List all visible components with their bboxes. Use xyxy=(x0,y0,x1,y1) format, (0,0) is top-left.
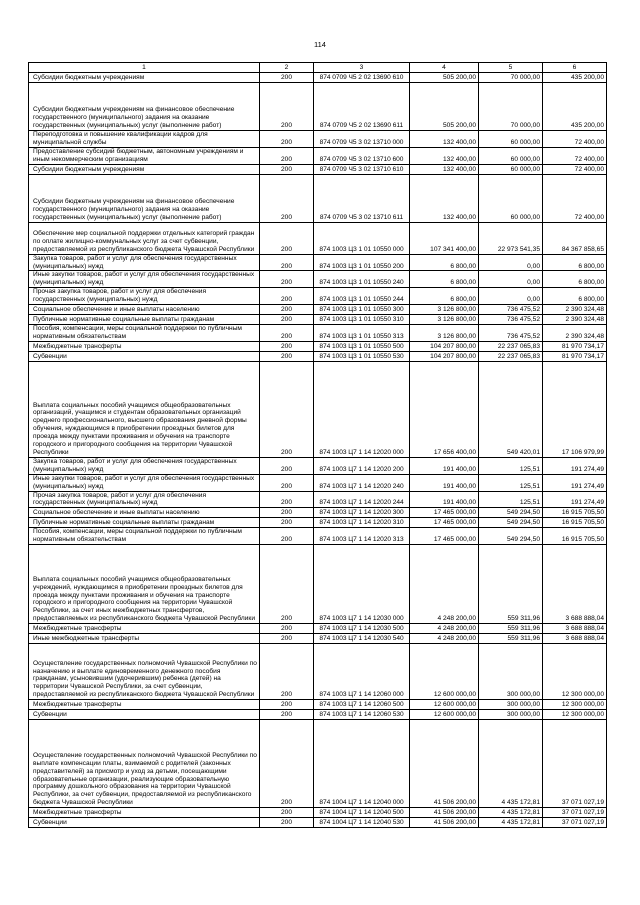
table-row xyxy=(29,700,607,710)
table-row xyxy=(29,271,607,288)
row-amount-remaining: 2 390 324,48 xyxy=(543,315,607,325)
row-classifier: 874 1003 Ц7 1 14 12060 000 xyxy=(314,644,410,700)
row-amount-remaining: 191 274,49 xyxy=(543,457,607,474)
table-row xyxy=(29,254,607,271)
row-amount-remaining: 3 688 888,04 xyxy=(543,634,607,644)
row-amount-executed: 60 000,00 xyxy=(479,147,543,164)
row-amount-plan: 4 248 200,00 xyxy=(410,545,479,624)
row-name: Публичные нормативные социальные выплаты гражданам xyxy=(29,315,260,325)
row-classifier: 874 1003 Ц7 1 14 12030 000 xyxy=(314,545,410,624)
row-classifier: 874 1003 Ц7 1 14 12020 240 xyxy=(314,474,410,491)
row-classifier: 874 1003 Ц7 1 14 12020 313 xyxy=(314,528,410,545)
row-amount-executed: 736 475,52 xyxy=(479,315,543,325)
row-amount-remaining: 2 390 324,48 xyxy=(543,305,607,315)
row-amount-plan: 107 341 400,00 xyxy=(410,222,479,254)
row-amount-remaining: 435 200,00 xyxy=(543,73,607,83)
row-amount-executed: 70 000,00 xyxy=(479,73,543,83)
row-amount-plan: 191 400,00 xyxy=(410,457,479,474)
row-amount-executed: 125,51 xyxy=(479,457,543,474)
row-amount-plan: 132 400,00 xyxy=(410,174,479,222)
row-amount-plan: 12 600 000,00 xyxy=(410,700,479,710)
row-amount-remaining: 435 200,00 xyxy=(543,83,607,131)
row-amount-remaining: 12 300 000,00 xyxy=(543,644,607,700)
row-classifier: 874 1003 Ц3 1 01 10550 313 xyxy=(314,325,410,342)
row-name: Закупка товаров, работ и услуг для обеспечения государственных (муниципальных) нужд xyxy=(29,457,260,474)
row-amount-remaining: 72 400,00 xyxy=(543,147,607,164)
table-row xyxy=(29,624,607,634)
row-amount-executed: 0,00 xyxy=(479,271,543,288)
row-amount-remaining: 191 274,49 xyxy=(543,474,607,491)
table-row xyxy=(29,147,607,164)
row-amount-plan: 3 126 800,00 xyxy=(410,305,479,315)
row-amount-executed: 4 435 172,81 xyxy=(479,808,543,818)
table-row xyxy=(29,73,607,83)
row-code: 200 xyxy=(260,361,314,457)
table-row xyxy=(29,341,607,351)
row-amount-plan: 41 506 200,00 xyxy=(410,720,479,808)
row-amount-remaining: 16 915 705,50 xyxy=(543,518,607,528)
row-classifier: 874 1003 Ц7 1 14 12030 540 xyxy=(314,634,410,644)
row-classifier: 874 1003 Ц7 1 14 12020 200 xyxy=(314,457,410,474)
table-row xyxy=(29,361,607,457)
row-amount-remaining: 37 071 027,19 xyxy=(543,808,607,818)
row-amount-plan: 4 248 200,00 xyxy=(410,624,479,634)
row-amount-remaining: 72 400,00 xyxy=(543,131,607,148)
row-code: 200 xyxy=(260,222,314,254)
table-row xyxy=(29,491,607,508)
column-header: 2 xyxy=(260,63,314,73)
row-amount-remaining: 6 800,00 xyxy=(543,271,607,288)
row-amount-plan: 41 506 200,00 xyxy=(410,808,479,818)
table-row xyxy=(29,174,607,222)
row-amount-plan: 104 207 800,00 xyxy=(410,341,479,351)
table-header-row xyxy=(29,63,607,73)
row-amount-remaining: 81 970 734,17 xyxy=(543,341,607,351)
row-classifier: 874 0709 Ч5 2 02 13690 610 xyxy=(314,73,410,83)
row-classifier: 874 1004 Ц7 1 14 12040 000 xyxy=(314,720,410,808)
column-header: 1 xyxy=(29,63,260,73)
row-classifier: 874 1003 Ц3 1 01 10550 200 xyxy=(314,254,410,271)
row-name: Субсидии бюджетным учреждениям на финансовое обеспечение государственного (муниципального) задания на оказание государственных (муниципальных) услуг (выполнение работ) xyxy=(29,83,260,131)
row-amount-executed: 559 311,96 xyxy=(479,624,543,634)
row-amount-remaining: 37 071 027,19 xyxy=(543,720,607,808)
row-classifier: 874 1003 Ц7 1 14 12060 530 xyxy=(314,710,410,720)
row-classifier: 874 1003 Ц7 1 14 12030 500 xyxy=(314,624,410,634)
row-classifier: 874 0709 Ч5 3 02 13710 000 xyxy=(314,131,410,148)
row-code: 200 xyxy=(260,457,314,474)
row-classifier: 874 1003 Ц3 1 01 10550 000 xyxy=(314,222,410,254)
column-header: 5 xyxy=(479,63,543,73)
row-name: Субвенции xyxy=(29,818,260,828)
table-row xyxy=(29,315,607,325)
table-row xyxy=(29,644,607,700)
row-classifier: 874 1003 Ц3 1 01 10550 244 xyxy=(314,288,410,305)
row-code: 200 xyxy=(260,305,314,315)
table-row xyxy=(29,720,607,808)
row-classifier: 874 1003 Ц3 1 01 10550 530 xyxy=(314,351,410,361)
row-amount-executed: 0,00 xyxy=(479,288,543,305)
row-amount-plan: 4 248 200,00 xyxy=(410,634,479,644)
row-name: Переподготовка и повышение квалификации кадров для муниципальной службы xyxy=(29,131,260,148)
row-classifier: 874 1003 Ц3 1 01 10550 300 xyxy=(314,305,410,315)
row-amount-executed: 125,51 xyxy=(479,491,543,508)
row-name: Осуществление государственных полномочий Чувашской Республики по выплате компенсации платы, взимаемой с родителей (законных представителей) за присмотр и уход за детьми, посещающими образовательные организации, реализующие образовательную программу дошкольного образования на территории Чувашской Республики, за счет субвенции, предоставляемой из республиканского бюджета Чувашской Республики xyxy=(29,720,260,808)
row-amount-executed: 60 000,00 xyxy=(479,174,543,222)
row-name: Субсидии бюджетным учреждениям xyxy=(29,73,260,83)
row-name: Субсидии бюджетным учреждениям на финансовое обеспечение государственного (муниципального) задания на оказание государственных (муниципальных) услуг (выполнение работ) xyxy=(29,174,260,222)
row-code: 200 xyxy=(260,818,314,828)
row-code: 200 xyxy=(260,518,314,528)
row-classifier: 874 1004 Ц7 1 14 12040 530 xyxy=(314,818,410,828)
budget-table xyxy=(28,62,607,828)
row-name: Иные закупки товаров, работ и услуг для обеспечения государственных (муниципальных) нужд xyxy=(29,271,260,288)
row-amount-plan: 505 200,00 xyxy=(410,73,479,83)
row-amount-plan: 17 656 400,00 xyxy=(410,361,479,457)
table-row xyxy=(29,457,607,474)
row-amount-executed: 125,51 xyxy=(479,474,543,491)
row-amount-executed: 559 311,96 xyxy=(479,634,543,644)
row-name: Субвенции xyxy=(29,710,260,720)
row-amount-plan: 17 465 000,00 xyxy=(410,508,479,518)
row-name: Выплата социальных пособий учащимся общеобразовательных организаций, учащимся и студентам образовательных организаций среднего профессионального, высшего образования дневной формы обучения, нуждающимся в приобретении проездных билетов для проезда между пунктами проживания и обучения на транспорте городского и пригородного сообщения на территории Чувашской Республики xyxy=(29,361,260,457)
row-classifier: 874 0709 Ч5 3 02 13710 600 xyxy=(314,147,410,164)
row-code: 200 xyxy=(260,147,314,164)
row-amount-remaining: 3 688 888,04 xyxy=(543,545,607,624)
column-header: 4 xyxy=(410,63,479,73)
row-code: 200 xyxy=(260,624,314,634)
row-code: 200 xyxy=(260,710,314,720)
row-amount-executed: 0,00 xyxy=(479,254,543,271)
row-code: 200 xyxy=(260,131,314,148)
row-amount-executed: 300 000,00 xyxy=(479,644,543,700)
row-classifier: 874 0709 Ч5 3 02 13710 610 xyxy=(314,164,410,174)
row-classifier: 874 1003 Ц7 1 14 12060 500 xyxy=(314,700,410,710)
row-code: 200 xyxy=(260,491,314,508)
row-amount-executed: 4 435 172,81 xyxy=(479,720,543,808)
row-amount-plan: 12 600 000,00 xyxy=(410,710,479,720)
row-name: Публичные нормативные социальные выплаты гражданам xyxy=(29,518,260,528)
row-code: 200 xyxy=(260,325,314,342)
row-name: Иные межбюджетные трансферты xyxy=(29,634,260,644)
row-amount-plan: 3 126 800,00 xyxy=(410,325,479,342)
row-classifier: 874 1003 Ц3 1 01 10550 310 xyxy=(314,315,410,325)
table-row xyxy=(29,131,607,148)
row-name: Закупка товаров, работ и услуг для обеспечения государственных (муниципальных) нужд xyxy=(29,254,260,271)
row-code: 200 xyxy=(260,254,314,271)
row-name: Субвенции xyxy=(29,351,260,361)
row-amount-remaining: 12 300 000,00 xyxy=(543,710,607,720)
row-amount-plan: 6 800,00 xyxy=(410,254,479,271)
row-name: Иные закупки товаров, работ и услуг для обеспечения государственных (муниципальных) нужд xyxy=(29,474,260,491)
row-amount-executed: 549 294,50 xyxy=(479,508,543,518)
row-amount-plan: 132 400,00 xyxy=(410,147,479,164)
row-code: 200 xyxy=(260,164,314,174)
row-amount-remaining: 6 800,00 xyxy=(543,288,607,305)
table-row xyxy=(29,474,607,491)
row-amount-executed: 736 475,52 xyxy=(479,305,543,315)
row-name: Прочая закупка товаров, работ и услуг для обеспечения государственных (муниципальных) нужд xyxy=(29,491,260,508)
table-row xyxy=(29,818,607,828)
row-amount-remaining: 2 390 324,48 xyxy=(543,325,607,342)
row-code: 200 xyxy=(260,288,314,305)
row-name: Субсидии бюджетным учреждениям xyxy=(29,164,260,174)
row-amount-remaining: 84 367 858,65 xyxy=(543,222,607,254)
row-name: Межбюджетные трансферты xyxy=(29,624,260,634)
row-amount-executed: 60 000,00 xyxy=(479,131,543,148)
row-amount-remaining: 191 274,49 xyxy=(543,491,607,508)
table-row xyxy=(29,305,607,315)
table-row xyxy=(29,83,607,131)
row-amount-executed: 60 000,00 xyxy=(479,164,543,174)
table-row xyxy=(29,288,607,305)
row-amount-remaining: 3 688 888,04 xyxy=(543,624,607,634)
table-row xyxy=(29,710,607,720)
row-code: 200 xyxy=(260,271,314,288)
row-classifier: 874 1003 Ц7 1 14 12020 000 xyxy=(314,361,410,457)
row-amount-plan: 132 400,00 xyxy=(410,131,479,148)
table-row xyxy=(29,518,607,528)
row-classifier: 874 1003 Ц3 1 01 10550 240 xyxy=(314,271,410,288)
table-row xyxy=(29,325,607,342)
row-amount-plan: 132 400,00 xyxy=(410,164,479,174)
row-amount-executed: 736 475,52 xyxy=(479,325,543,342)
row-amount-plan: 17 465 000,00 xyxy=(410,528,479,545)
row-amount-executed: 22 237 065,83 xyxy=(479,341,543,351)
row-amount-executed: 4 435 172,81 xyxy=(479,818,543,828)
row-name: Предоставление субсидий бюджетным, автономным учреждениям и иным некоммерческим организациям xyxy=(29,147,260,164)
row-amount-remaining: 37 071 027,19 xyxy=(543,818,607,828)
row-code: 200 xyxy=(260,351,314,361)
table-row xyxy=(29,164,607,174)
row-classifier: 874 1003 Ц3 1 01 10550 500 xyxy=(314,341,410,351)
row-code: 200 xyxy=(260,644,314,700)
row-amount-executed: 559 311,96 xyxy=(479,545,543,624)
row-name: Социальное обеспечение и иные выплаты населению xyxy=(29,508,260,518)
row-code: 200 xyxy=(260,700,314,710)
row-amount-plan: 17 465 000,00 xyxy=(410,518,479,528)
table-row xyxy=(29,634,607,644)
table-row xyxy=(29,351,607,361)
row-name: Пособия, компенсации, меры социальной поддержки по публичным нормативным обязательствам xyxy=(29,325,260,342)
row-amount-remaining: 16 915 705,50 xyxy=(543,528,607,545)
row-amount-remaining: 6 800,00 xyxy=(543,254,607,271)
row-amount-executed: 300 000,00 xyxy=(479,710,543,720)
column-header: 3 xyxy=(314,63,410,73)
row-amount-plan: 6 800,00 xyxy=(410,271,479,288)
row-amount-plan: 191 400,00 xyxy=(410,474,479,491)
row-amount-plan: 12 600 000,00 xyxy=(410,644,479,700)
row-classifier: 874 0709 Ч5 3 02 13710 611 xyxy=(314,174,410,222)
row-classifier: 874 1003 Ц7 1 14 12020 310 xyxy=(314,518,410,528)
row-amount-remaining: 12 300 000,00 xyxy=(543,700,607,710)
row-code: 200 xyxy=(260,83,314,131)
row-amount-executed: 22 237 065,83 xyxy=(479,351,543,361)
row-name: Социальное обеспечение и иные выплаты населению xyxy=(29,305,260,315)
row-amount-plan: 191 400,00 xyxy=(410,491,479,508)
row-classifier: 874 1003 Ц7 1 14 12020 300 xyxy=(314,508,410,518)
row-amount-plan: 41 506 200,00 xyxy=(410,818,479,828)
row-name: Межбюджетные трансферты xyxy=(29,341,260,351)
row-amount-remaining: 72 400,00 xyxy=(543,164,607,174)
row-amount-remaining: 16 915 705,50 xyxy=(543,508,607,518)
row-amount-executed: 300 000,00 xyxy=(479,700,543,710)
row-amount-executed: 549 420,01 xyxy=(479,361,543,457)
row-name: Обеспечение мер социальной поддержки отдельных категорий граждан по оплате жилищно-коммунальных услуг за счет субвенции, предоставляемой из республиканского бюджета Чувашской Республики xyxy=(29,222,260,254)
row-classifier: 874 1004 Ц7 1 14 12040 500 xyxy=(314,808,410,818)
row-code: 200 xyxy=(260,720,314,808)
table-row xyxy=(29,808,607,818)
row-classifier: 874 0709 Ч5 2 02 13690 611 xyxy=(314,83,410,131)
row-code: 200 xyxy=(260,341,314,351)
row-amount-plan: 3 126 800,00 xyxy=(410,315,479,325)
row-amount-executed: 22 973 541,35 xyxy=(479,222,543,254)
row-name: Межбюджетные трансферты xyxy=(29,808,260,818)
row-amount-plan: 505 200,00 xyxy=(410,83,479,131)
row-code: 200 xyxy=(260,474,314,491)
row-code: 200 xyxy=(260,545,314,624)
table-row xyxy=(29,508,607,518)
row-code: 200 xyxy=(260,634,314,644)
row-amount-plan: 6 800,00 xyxy=(410,288,479,305)
row-amount-remaining: 81 970 734,17 xyxy=(543,351,607,361)
row-amount-plan: 104 207 800,00 xyxy=(410,351,479,361)
row-code: 200 xyxy=(260,174,314,222)
row-code: 200 xyxy=(260,73,314,83)
row-name: Пособия, компенсации, меры социальной поддержки по публичным нормативным обязательствам xyxy=(29,528,260,545)
table-row xyxy=(29,545,607,624)
row-amount-executed: 549 294,50 xyxy=(479,528,543,545)
row-amount-executed: 70 000,00 xyxy=(479,83,543,131)
table-row xyxy=(29,528,607,545)
row-amount-remaining: 17 106 979,99 xyxy=(543,361,607,457)
column-header: 6 xyxy=(543,63,607,73)
row-classifier: 874 1003 Ц7 1 14 12020 244 xyxy=(314,491,410,508)
row-amount-remaining: 72 400,00 xyxy=(543,174,607,222)
table-row xyxy=(29,222,607,254)
row-name: Межбюджетные трансферты xyxy=(29,700,260,710)
row-amount-executed: 549 294,50 xyxy=(479,518,543,528)
row-name: Выплата социальных пособий учащимся общеобразовательных учреждений, нуждающимся в приобретении проездных билетов для проезда между пунктами проживания и обучения на транспорте городского и пригородного сообщения на территории Чувашской Республики, за счет иных межбюджетных трансфертов, предоставляемых из республиканского бюджета Чувашской Республики xyxy=(29,545,260,624)
row-code: 200 xyxy=(260,528,314,545)
row-name: Осуществление государственных полномочий Чувашской Республики по назначению и выплате единовременного денежного пособия гражданам, усыновившим (удочерившим) ребенка (детей) на территории Чувашской Республики, за счет субвенции, предоставляемой из республиканского бюджета Чувашской Республики xyxy=(29,644,260,700)
row-code: 200 xyxy=(260,315,314,325)
row-code: 200 xyxy=(260,808,314,818)
row-code: 200 xyxy=(260,508,314,518)
page-number: 114 xyxy=(314,40,326,49)
row-name: Прочая закупка товаров, работ и услуг для обеспечения государственных (муниципальных) нужд xyxy=(29,288,260,305)
